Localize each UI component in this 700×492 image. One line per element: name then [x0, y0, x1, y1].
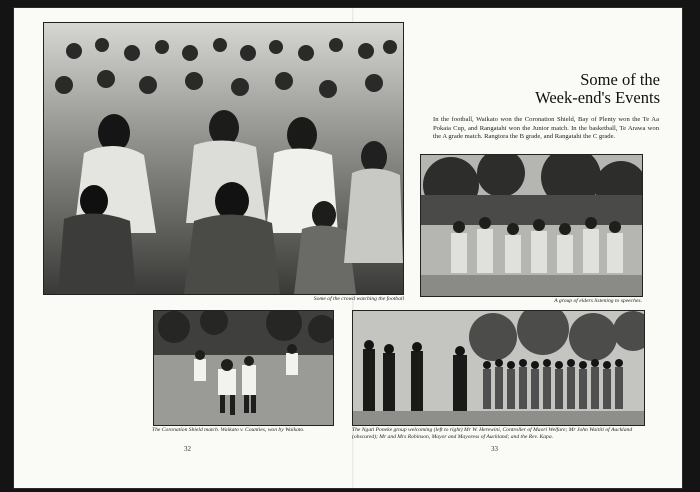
welcome-photo-image — [353, 311, 644, 425]
page-number-left: 32 — [184, 445, 191, 453]
article-intro: In the football, Waikato won the Coronation Shield, Bay of Plenty won the Te Aa Pokaia Cup, and Rangatahi won the Junior match. In the basketball, Te Arawa won the A grade match. Rangiora the B grade, and Rangatahi the C grade. — [433, 116, 659, 141]
match-caption: The Coronation Shield match. Waikato v. Counties, won by Waikato. — [152, 427, 305, 433]
article-title — [510, 71, 660, 107]
elders-photo — [420, 154, 643, 297]
match-photo — [153, 310, 334, 426]
crowd-caption: Some of the crowd watching the football — [313, 296, 404, 302]
page-number-right: 33 — [491, 445, 498, 453]
elders-photo-image — [421, 155, 642, 296]
article-title-line2: Week-end's Events — [535, 88, 660, 107]
article-title-line1: Some of the — [580, 70, 660, 89]
crowd-photo-image — [44, 23, 403, 294]
magazine-spread — [14, 8, 682, 488]
welcome-photo — [352, 310, 645, 426]
match-photo-image — [154, 311, 333, 425]
crowd-photo — [43, 22, 404, 295]
welcome-caption: The Ngati Poneke group welcoming (left to right) Mr W. Herewini, Controller of Maori Welfare; Mr John Waititi of Auckland (obscured); Mr and Mrs Robinson, Mayor and Mayoress of Auckland; and the Rev. Kapa. — [352, 427, 633, 440]
elders-caption: A group of elders listening to speeches. — [554, 298, 642, 304]
